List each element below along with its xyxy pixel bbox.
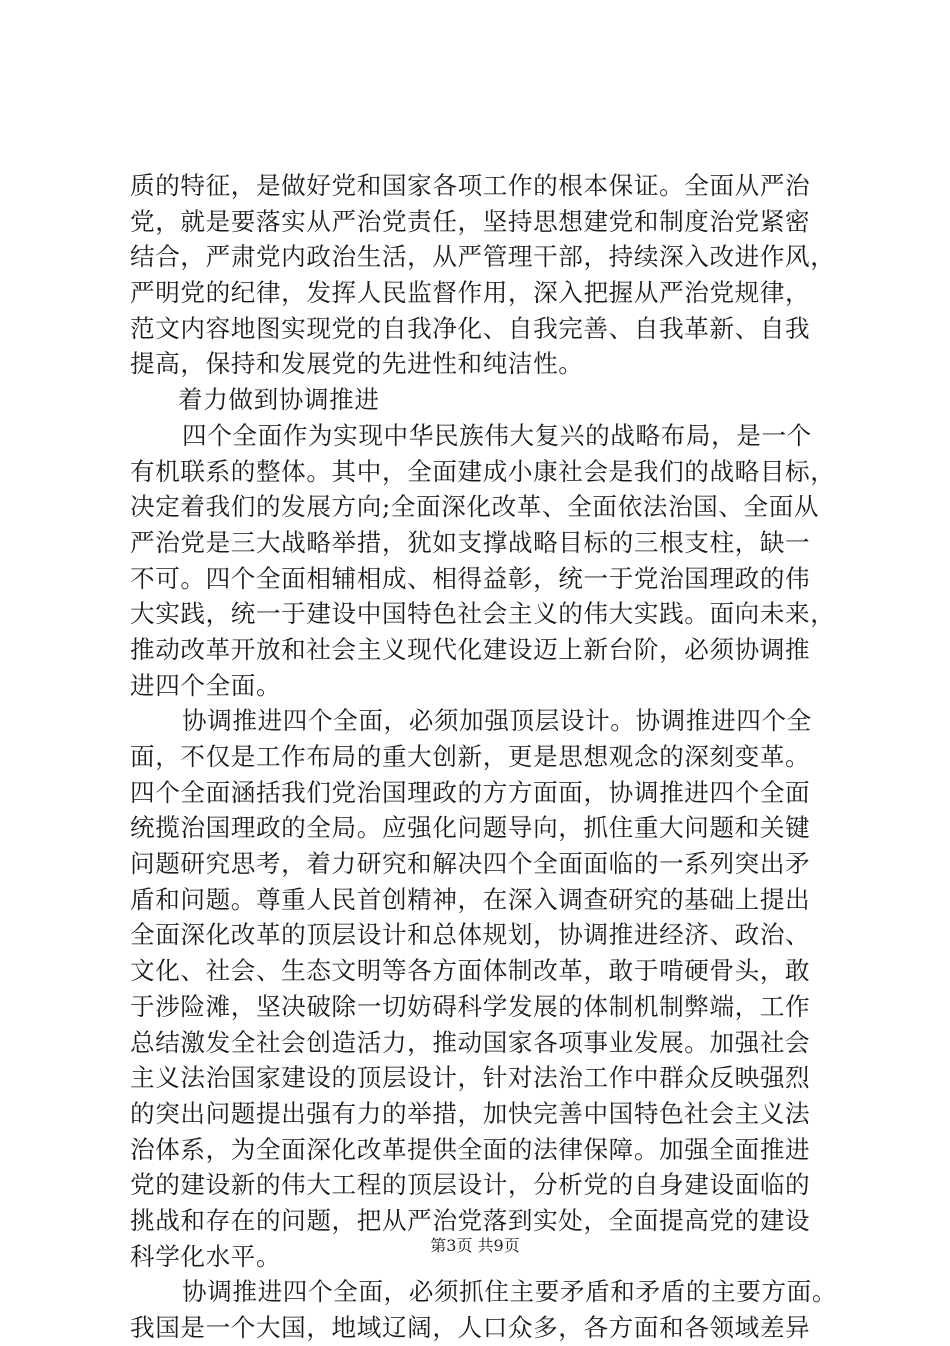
document-body [130, 168, 870, 1346]
text-line: 主义法治国家建设的顶层设计，针对法治工作中群众反映强烈 [130, 1063, 811, 1093]
text-line: 我国是一个大国，地域辽阔，人口众多，各方面和各领域差异 [130, 1313, 811, 1342]
text-line: 于涉险滩，坚决破除一切妨碍科学发展的体制机制弊端，工作 [130, 991, 811, 1021]
text-line: 面，不仅是工作布局的重大创新，更是思想观念的深刻变革。 [130, 742, 811, 771]
text-line: 进四个全面。 [130, 670, 282, 700]
text-line: 协调推进四个全面，必须加强顶层设计。协调推进四个全 [182, 706, 812, 736]
text-line: 范文内容地图实现党的自我净化、自我完善、自我革新、自我 [130, 313, 811, 343]
text-line: 结合，严肃党内政治生活，从严管理干部，持续深入改进作风， [130, 242, 836, 272]
text-line: 严治党是三大战略举措，犹如支撑战略目标的三根支柱，缺一 [130, 527, 811, 557]
text-line: 有机联系的整体。其中，全面建成小康社会是我们的战略目标， [130, 456, 836, 486]
text-line: 盾和问题。尊重人民首创精神，在深入调查研究的基础上提出 [130, 884, 811, 914]
text-line: 治体系，为全面深化改革提供全面的法律保障。加强全面推进 [130, 1134, 811, 1164]
text-line: 提高，保持和发展党的先进性和纯洁性。 [130, 349, 584, 379]
text-line: 文化、社会、生态文明等各方面体制改革，敢于啃硬骨头，敢 [130, 956, 811, 986]
text-line: 大实践，统一于建设中国特色社会主义的伟大实践。面向未来， [130, 599, 836, 629]
text-line: 四个全面作为实现中华民族伟大复兴的战略布局，是一个 [182, 420, 812, 450]
text-line: 挑战和存在的问题，把从严治党落到实处，全面提高党的建设 [130, 1205, 811, 1235]
text-line: 党的建设新的伟大工程的顶层设计，分析党的自身建设面临的 [130, 1170, 811, 1200]
text-line: 协调推进四个全面，必须抓住主要矛盾和矛盾的主要方面。 [182, 1277, 838, 1307]
text-line: 质的特征，是做好党和国家各项工作的根本保证。全面从严治 [130, 171, 811, 200]
text-line: 推动改革开放和社会主义现代化建设迈上新台阶，必须协调推 [130, 634, 811, 664]
text-line: 四个全面涵括我们党治国理政的方方面面，协调推进四个全面 [130, 777, 811, 807]
section-heading: 着力做到协调推进 [178, 385, 380, 415]
text-line: 科学化水平。 [130, 1241, 282, 1271]
text-line: 统揽治国理政的全局。应强化问题导向，抓住重大问题和关键 [130, 813, 811, 843]
text-line: 党，就是要落实从严治党责任，坚持思想建党和制度治党紧密 [130, 206, 811, 236]
text-line: 严明党的纪律，发挥人民监督作用，深入把握从严治党规律， [130, 278, 811, 308]
text-line: 问题研究思考，着力研究和解决四个全面面临的一系列突出矛 [130, 849, 811, 879]
text-line: 的突出问题提出强有力的举措，加快完善中国特色社会主义法 [130, 1098, 811, 1128]
text-line: 决定着我们的发展方向;全面深化改革、全面依法治国、全面从 [130, 492, 820, 522]
text-line: 不可。四个全面相辅相成、相得益彰，统一于党治国理政的伟 [130, 563, 811, 593]
text-line: 全面深化改革的顶层设计和总体规划，协调推进经济、政治、 [130, 920, 811, 950]
page-number-footer: 第3页 共9页 [430, 1236, 520, 1255]
text-line: 总结激发全社会创造活力，推动国家各项事业发展。加强社会 [130, 1027, 811, 1057]
